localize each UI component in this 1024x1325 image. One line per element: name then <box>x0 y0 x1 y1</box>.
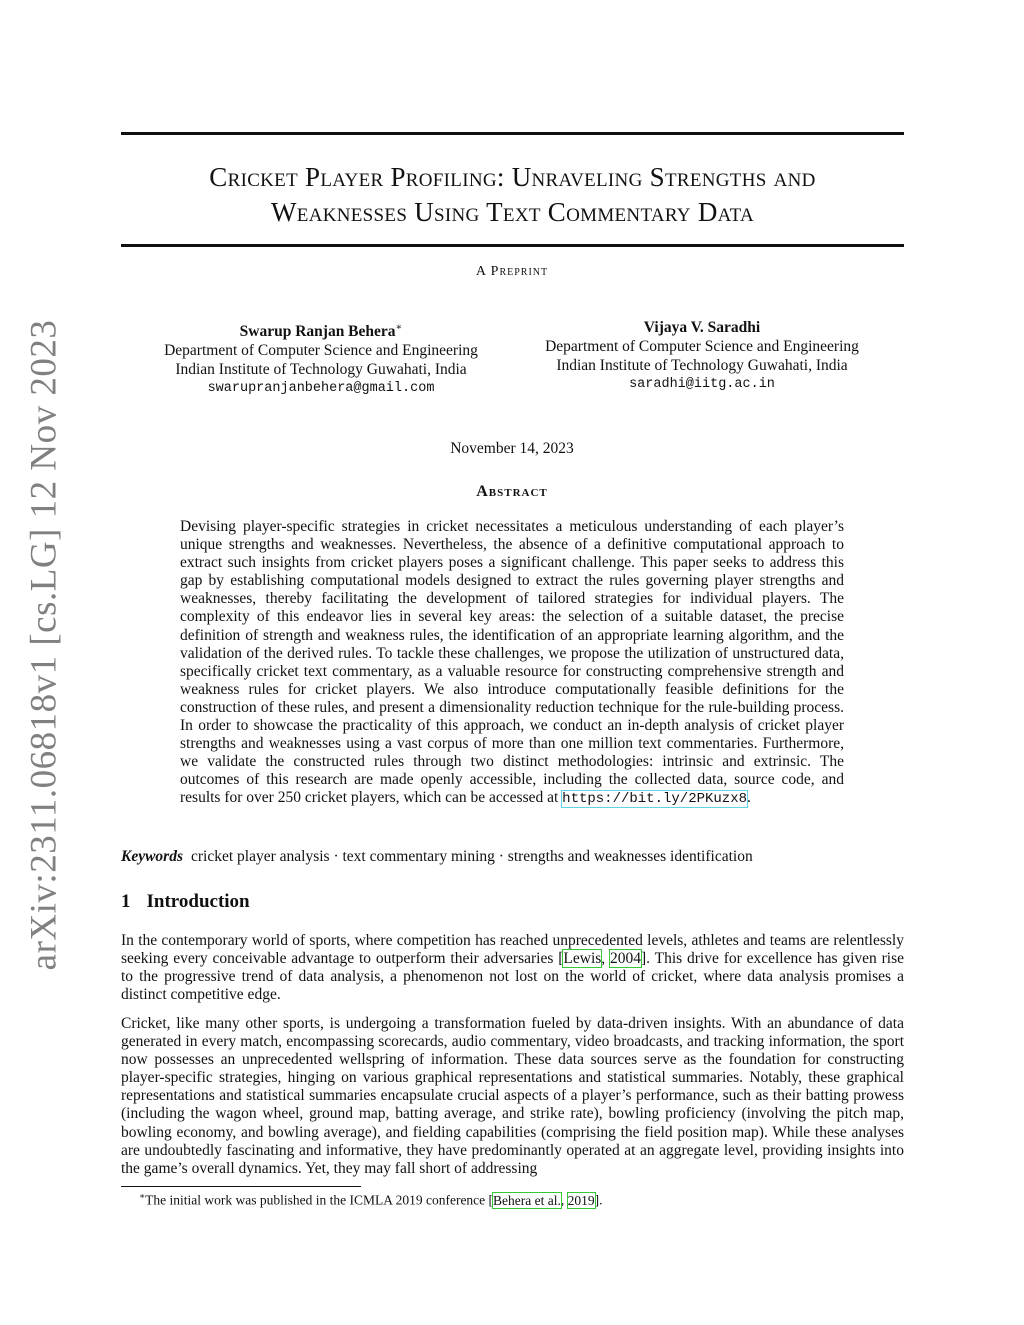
citation-year-link[interactable]: 2019 <box>567 1192 595 1208</box>
citation-year-link[interactable]: 2004 <box>610 950 642 968</box>
footnote: ∗The initial work was published in the ICMLA 2019 conference [Behera et al., 2019]. <box>139 1191 603 1208</box>
keywords-text: cricket player analysis · text commentary mining · strengths and weaknesses identification <box>191 848 753 865</box>
paper-title-line-1: Cricket Player Profiling: Unraveling Strengths and <box>209 162 816 192</box>
keywords-label: Keywords <box>121 848 183 865</box>
author-department: Department of Computer Science and Engineering <box>164 342 478 360</box>
author-block-1 <box>121 318 521 398</box>
title-top-rule <box>121 132 904 135</box>
intro-paragraph-2: Cricket, like many other sports, is undergoing a transformation fueled by data-driven insights. With an abundance of data generated in every match, encompassing scorecards, audio commentary, video broadcasts, and tracking information, the sport now possesses an unprecedented wellspring of information. These data sources serve as the foundation for constructing player-specific strategies, hinging on various graphical representations and statistical summaries. Notably, these graphical representations and statistical summaries encapsulate crucial aspects of a player’s performance, such as their batting prowess (including the wagon wheel, ground map, batting average, and strike rate), bowling proficiency (involving the pitch map, bowling economy, and bowling average), and fielding capabilities (comprising the field position map). While these analyses are undoubtedly fascinating and informative, they have predominantly operated at an aggregate level, providing insights into the game’s overall dynamics. Yet, they may fall short of addressing <box>121 1015 904 1177</box>
preprint-label: A Preprint <box>475 264 549 279</box>
abstract-body: Devising player-specific strategies in cricket necessitates a meticulous understanding of each player’s unique strengths and weaknesses. Nevertheless, the absence of a definitive computational approach to extract such insights from cricket players poses a significant challenge. This paper seeks to address this gap by establishing computational models designed to extract the rules governing player strengths and weaknesses, thereby facilitating the development of tailored strategies for individual players. The complexity of this endeavor lies in several key areas: the selection of a suitable dataset, the precise definition of strength and weakness rules, the identification of an appropriate learning algorithm, and the validation of the derived rules. To tackle these challenges, we propose the utilization of unstructured data, specifically cricket text commentary, as a valuable resource for constructing comprehensive strength and weakness rules for cricket players. We also introduce computationally feasible definitions for the construction of these rules, and present a dimensionality reduction technique for the rule-building process. In order to showcase the practicality of this approach, we conduct an in-depth analysis of cricket player strengths and weaknesses using a vast corpus of more than one million text commentaries. Furthermore, we validate the constructed rules through two distinct methodologies: intrinsic and extrinsic. The outcomes of this research are made openly accessible, including the collected data, source code, and results for over 250 cricket players, which can be accessed at https://bit.ly/2PKuzx8. <box>180 518 844 808</box>
author-name: Vijaya V. Saradhi <box>643 319 761 336</box>
footnote-mark: ∗ <box>139 1191 146 1201</box>
abstract-heading: Abstract <box>476 483 548 500</box>
author-institute: Indian Institute of Technology Guwahati, India <box>556 357 848 374</box>
publication-date: November 14, 2023 <box>450 440 574 457</box>
citation-link[interactable]: Behera et al. <box>493 1192 561 1208</box>
title-bottom-rule <box>121 244 904 247</box>
author-block-2 <box>502 318 902 394</box>
paper-title <box>121 160 904 230</box>
footnote-rule <box>121 1186 361 1187</box>
author-institute: Indian Institute of Technology Guwahati, India <box>175 361 467 379</box>
author-department: Department of Computer Science and Engineering <box>545 338 859 355</box>
paper-title-line-2: Weaknesses Using Text Commentary Data <box>271 197 754 227</box>
citation-link[interactable]: Lewis <box>563 950 602 968</box>
arxiv-identifier-stamp: arXiv:2311.06818v1 [cs.LG] 12 Nov 2023 <box>23 319 65 971</box>
section-number: 1 <box>121 891 131 912</box>
author-name: Swarup Ranjan Behera∗ <box>239 322 403 341</box>
data-url-link[interactable]: https://bit.ly/2PKuzx8 <box>562 791 748 808</box>
keywords-line <box>121 848 904 866</box>
author-email[interactable]: swarupranjanbehera@gmail.com <box>207 381 435 397</box>
footnote-mark: ∗ <box>395 322 403 333</box>
author-email[interactable]: saradhi@iitg.ac.in <box>629 377 775 392</box>
abstract-text: Devising player-specific strategies in cricket necessitates a meticulous understanding of each player’s unique strengths and weaknesses. Nevertheless, the absence of a definitive computational approach to extract such insights from cricket players poses a significant challenge. This paper seeks to address this gap by establishing computational models designed to extract the rules governing player strengths and weaknesses, thereby facilitating the development of tailored strategies for individual players. The complexity of this endeavor lies in several key areas: the selection of a suitable dataset, the precise definition of strength and weakness rules, the identification of an appropriate learning algorithm, and the validation of the derived rules. To tackle these challenges, we propose the utilization of unstructured data, specifically cricket text commentary, as a valuable resource for constructing comprehensive strength and weakness rules for cricket players. We also introduce computationally feasible definitions for the construction of these rules, and present a dimensionality reduction technique for the rule-building process. In order to showcase the practicality of this approach, we conduct an in-depth analysis of cricket player strengths and weaknesses using a vast corpus of more than one million text commentaries. Furthermore, we validate the constructed rules through two distinct methodologies: intrinsic and extrinsic. The outcomes of this research are made openly accessible, including the collected data, source code, and results for over 250 cricket players, which can be accessed at <box>180 518 844 807</box>
section-heading-introduction <box>121 891 250 913</box>
intro-paragraph-1: In the contemporary world of sports, where competition has reached unprecedented levels, athletes and teams are relentlessly seeking every conceivable advantage to outperform their adversaries [Lewis, 2004]. This drive for excellence has given rise to the progressive trend of data analysis, a phenomenon not lost on the world of cricket, where data analysis promises a distinct competitive edge. <box>121 932 905 1004</box>
section-title: Introduction <box>146 891 250 912</box>
